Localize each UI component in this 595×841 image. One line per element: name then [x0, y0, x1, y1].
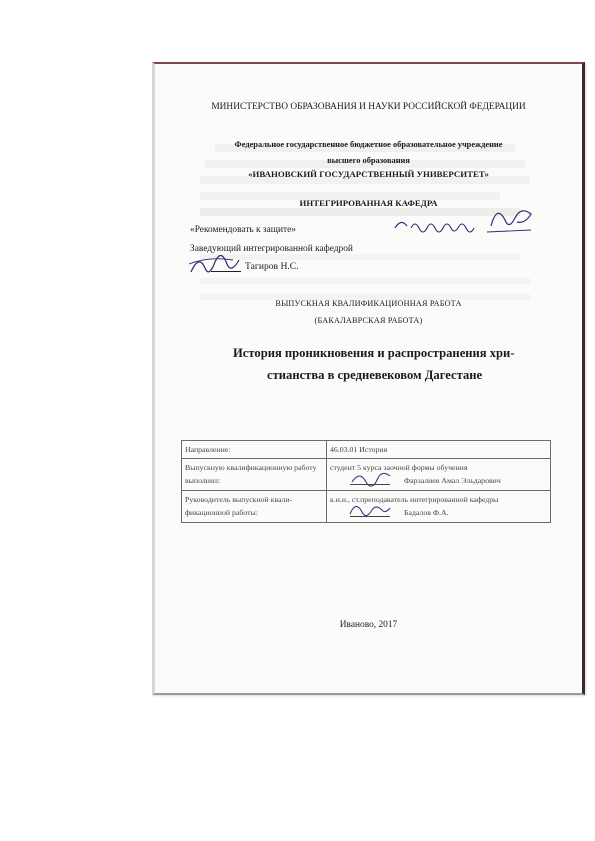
row-value: студент 5 курса заочной формы обучения	[330, 463, 468, 472]
document-page	[152, 62, 585, 695]
institution-line-1: Федеральное государственное бюджетное образовательное учреждение	[234, 140, 503, 149]
student-signature-line	[350, 484, 390, 485]
head-of-department-name: Тагиров Н.С.	[245, 261, 299, 272]
row-value-cell	[327, 491, 551, 523]
student-signature-row	[330, 474, 547, 488]
ministry-heading: МИНИСТЕРСТВО ОБРАЗОВАНИЯ И НАУКИ РОССИЙСКОЙ ФЕДЕРАЦИИ	[211, 102, 526, 112]
city-year: Иваново, 2017	[339, 620, 398, 630]
supervisor-signature-row	[330, 506, 547, 520]
row-label: Выпускную квалификационную работу выполнил:	[182, 459, 327, 491]
table-row	[182, 441, 551, 459]
work-kind: (БАКАЛАВРСКАЯ РАБОТА)	[314, 316, 423, 325]
row-value: к.и.н., ст.преподаватель интегрированной кафедры	[330, 495, 499, 504]
row-label: Руководитель выпускной квали-фикационной работы:	[182, 491, 327, 523]
work-type: ВЫПУСКНАЯ КВАЛИФИКАЦИОННАЯ РАБОТА	[275, 299, 462, 308]
row-label: Направление:	[182, 441, 327, 459]
thesis-title-line-2: стианства в средневековом Дагестане	[267, 368, 483, 382]
department-name: ИНТЕГРИРОВАННАЯ КАФЕДРА	[299, 198, 438, 208]
head-of-department-title: Заведующий интегрированной кафедрой	[190, 244, 353, 254]
student-name: Фарзалиев Амал Эльдарович	[404, 476, 501, 485]
handwritten-note-signature	[391, 202, 541, 242]
head-signature-line	[211, 271, 241, 272]
supervisor-name: Бадалов Ф.А.	[404, 508, 449, 517]
table-row	[182, 491, 551, 523]
row-value: 46.03.01 История	[327, 441, 551, 459]
thesis-title-line-1: История проникновения и распространения хри-	[233, 346, 515, 360]
table-row	[182, 459, 551, 491]
university-name: «ИВАНОВСКИЙ ГОСУДАРСТВЕННЫЙ УНИВЕРСИТЕТ»	[248, 169, 489, 179]
thesis-info-table	[181, 440, 551, 523]
row-value-cell	[327, 459, 551, 491]
supervisor-signature-line	[350, 516, 390, 517]
recommend-label: «Рекомендовать к защите»	[190, 225, 296, 235]
institution-line-2: высшего образования	[327, 156, 410, 165]
